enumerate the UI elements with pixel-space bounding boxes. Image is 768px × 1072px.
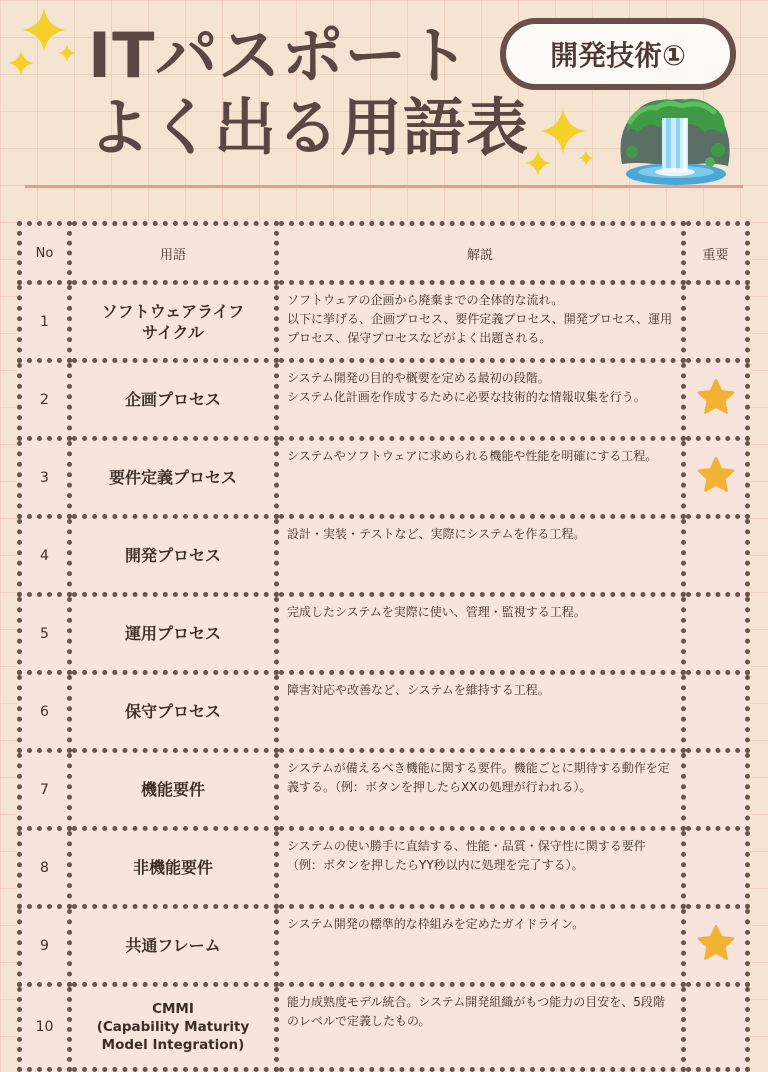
table-row — [20, 517, 748, 595]
header-importance: 重要 — [684, 224, 748, 283]
sparkle-icon — [578, 150, 594, 166]
category-badge: 開発技術① — [500, 18, 736, 90]
row-number: 9 — [20, 907, 70, 985]
row-number: 4 — [20, 517, 70, 595]
row-description: システムの使い勝手に直結する、性能・品質・保守性に関する要件（例：ボタンを押したらYY秒以内に処理を完了する）。 — [277, 829, 684, 907]
table-row — [20, 283, 748, 361]
header-no: No — [20, 224, 70, 283]
row-term: 機能要件 — [70, 751, 277, 829]
row-description: ソフトウェアの企画から廃棄までの全体的な流れ。 以下に挙げる、企画プロセス、要件定義プロセス、開発プロセス、運用プロセス、保守プロセスなどがよく出題される。 — [277, 283, 684, 361]
table-row — [20, 439, 748, 517]
row-importance — [684, 673, 748, 751]
table-row — [20, 985, 748, 1070]
row-importance — [684, 985, 748, 1070]
row-number: 8 — [20, 829, 70, 907]
title-line-1: ITパスポート — [88, 19, 471, 92]
header-term: 用語 — [70, 224, 277, 283]
row-description: システムが備えるべき機能に関する要件。機能ごとに期待する動作を定義する。（例：ボタンを押したらXXの処理が行われる）。 — [277, 751, 684, 829]
row-description: 障害対応や改善など、システムを維持する工程。 — [277, 673, 684, 751]
important-star-icon — [695, 482, 737, 501]
row-importance — [684, 907, 748, 985]
table-row — [20, 751, 748, 829]
row-number: 2 — [20, 361, 70, 439]
table-row — [20, 673, 748, 751]
row-term: 共通フレーム — [70, 907, 277, 985]
row-description: システム開発の標準的な枠組みを定めたガイドライン。 — [277, 907, 684, 985]
row-description: 設計・実装・テストなど、実際にシステムを作る工程。 — [277, 517, 684, 595]
title-line-2: よく出る用語表 — [88, 91, 530, 164]
row-term: 保守プロセス — [70, 673, 277, 751]
row-importance — [684, 517, 748, 595]
row-importance — [684, 283, 748, 361]
row-number: 5 — [20, 595, 70, 673]
important-star-icon — [695, 950, 737, 969]
header-description: 解説 — [277, 224, 684, 283]
row-importance — [684, 829, 748, 907]
row-term: ソフトウェアライフ サイクル — [70, 283, 277, 361]
row-term: 企画プロセス — [70, 361, 277, 439]
row-term: 非機能要件 — [70, 829, 277, 907]
important-star-icon — [695, 404, 737, 423]
terms-table-container — [17, 221, 750, 1072]
row-number: 1 — [20, 283, 70, 361]
table-header-row — [20, 224, 748, 283]
divider — [25, 185, 743, 188]
row-description: システムやソフトウェアに求められる機能や性能を明確にする工程。 — [277, 439, 684, 517]
table-row — [20, 595, 748, 673]
row-description: システム開発の目的や概要を定める最初の段階。 システム化計画を作成するために必要な技術的な情報収集を行う。 — [277, 361, 684, 439]
sparkle-icon — [540, 108, 586, 154]
row-description: 完成したシステムを実際に使い、管理・監視する工程。 — [277, 595, 684, 673]
row-number: 7 — [20, 751, 70, 829]
row-term: 開発プロセス — [70, 517, 277, 595]
table-row — [20, 907, 748, 985]
row-term: 要件定義プロセス — [70, 439, 277, 517]
table-row — [20, 829, 748, 907]
row-number: 6 — [20, 673, 70, 751]
row-term: CMMI (Capability Maturity Model Integration) — [70, 985, 277, 1070]
row-term: 運用プロセス — [70, 595, 277, 673]
page-title — [88, 20, 529, 164]
row-importance — [684, 439, 748, 517]
sparkle-icon — [58, 44, 76, 62]
table-row — [20, 361, 748, 439]
row-importance — [684, 595, 748, 673]
row-number: 10 — [20, 985, 70, 1070]
terms-table — [17, 221, 750, 1072]
waterfall-icon — [612, 92, 736, 188]
sparkle-icon — [8, 50, 34, 76]
row-description: 能力成熟度モデル統合。システム開発組織がもつ能力の目安を、5段階のレベルで定義したもの。 — [277, 985, 684, 1070]
row-importance — [684, 361, 748, 439]
row-number: 3 — [20, 439, 70, 517]
row-importance — [684, 751, 748, 829]
